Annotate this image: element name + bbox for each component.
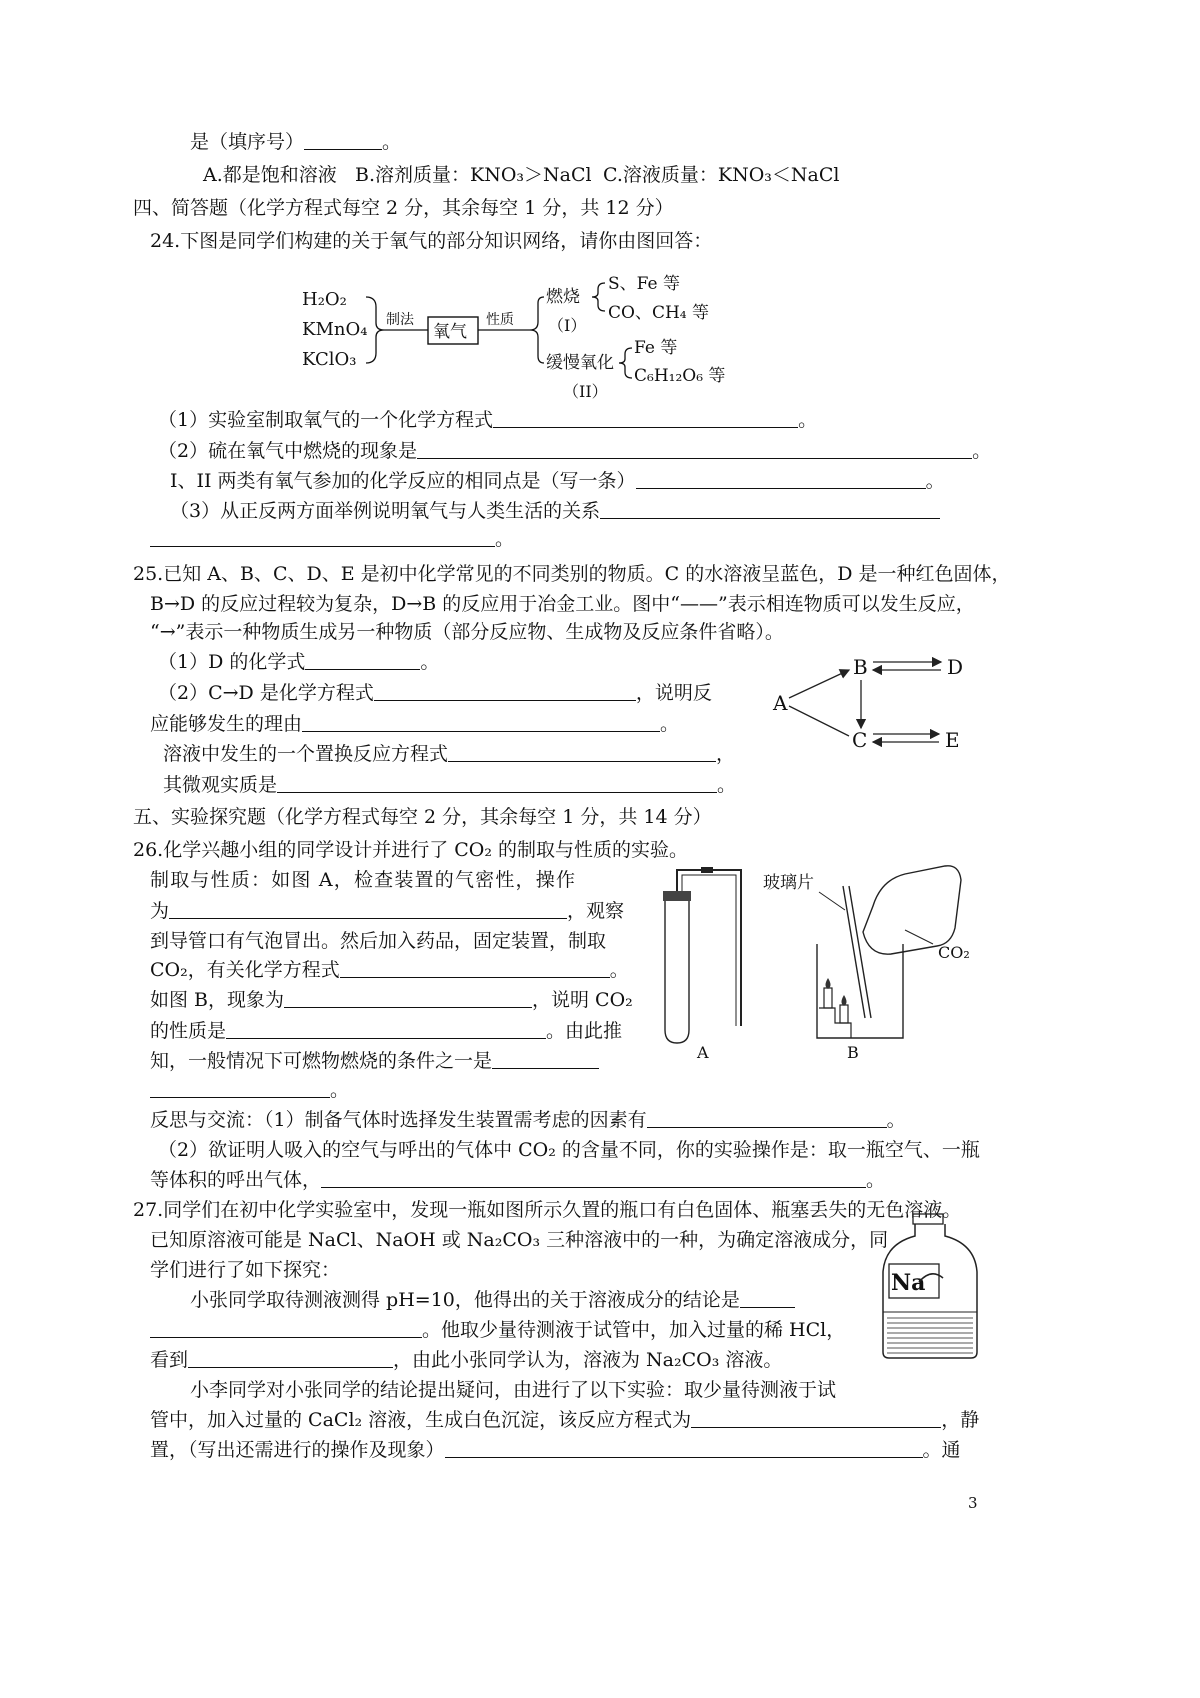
section-4-title: 四、简答题（化学方程式每空 2 分，其余每空 1 分，共 12 分） bbox=[133, 197, 674, 219]
answer-blank[interactable] bbox=[445, 1439, 923, 1458]
bottle-label-text: Na bbox=[891, 1270, 926, 1296]
q26-line-2: 为 ，观察 bbox=[150, 900, 625, 922]
q24-part-2: （2）硫在氧气中燃烧的现象是 。 bbox=[158, 440, 992, 462]
diagram-burn-label: 燃烧 bbox=[546, 287, 580, 307]
q25-stem-3: “→”表示一种物质生成另一种物质（部分反应物、生成物及反应条件省略）。 bbox=[150, 621, 784, 643]
node-e: E bbox=[945, 728, 960, 752]
diagram-burn-example-2: CO、CH₄ 等 bbox=[608, 303, 709, 323]
q24-part-2b: I、II 两类有氧气参加的化学反应的相同点是（写一条） 。 bbox=[170, 470, 945, 492]
q25-part-3: 溶液中发生的一个置换反应方程式 ， bbox=[163, 743, 736, 765]
diagram-slow-ii: （II） bbox=[563, 382, 608, 401]
page-number: 3 bbox=[968, 1494, 978, 1512]
diagram-slow-example-2: C₆H₁₂O₆ 等 bbox=[634, 366, 726, 386]
q23-option-b: B.溶剂质量：KNO₃＞NaCl bbox=[355, 164, 592, 186]
q26-line-3: 到导管口有气泡冒出。然后加入药品，固定装置，制取 bbox=[150, 930, 607, 952]
answer-blank[interactable] bbox=[188, 1349, 393, 1368]
answer-blank[interactable] bbox=[647, 1109, 887, 1128]
diagram-left-h2o2: H₂O₂ bbox=[302, 289, 347, 310]
q26-reflect-3: 等体积的呼出气体， 。 bbox=[150, 1169, 886, 1191]
figure-b-label: B bbox=[847, 1043, 859, 1062]
diagram-burn-example-1: S、Fe 等 bbox=[608, 274, 680, 294]
bottle-liquid-hatching bbox=[887, 1318, 973, 1353]
substance-relation-diagram bbox=[765, 648, 985, 766]
q27-line-7: 管中，加入过量的 CaCl₂ 溶液，生成白色沉淀，该反应方程式为 ，静 bbox=[150, 1409, 980, 1431]
q24-part-3-cont: 。 bbox=[150, 527, 514, 551]
answer-blank[interactable] bbox=[600, 500, 940, 519]
q25-part-2b: 应能够发生的理由 。 bbox=[150, 713, 680, 735]
q26-line-7: 知，一般情况下可燃物燃烧的条件之一是 bbox=[150, 1049, 599, 1073]
diagram-slow-example-1: Fe 等 bbox=[634, 338, 678, 358]
q25-part-1: （1）D 的化学式 。 bbox=[158, 651, 440, 673]
q26-line-5: 如图 B，现象为 ，说明 CO₂ bbox=[150, 989, 633, 1011]
q26-line-1: 制取与性质：如图 A，检查装置的气密性，操作 bbox=[150, 869, 577, 891]
node-c: C bbox=[852, 728, 868, 752]
q27-stem: 27.同学们在初中化学实验室中，发现一瓶如图所示久置的瓶口有白色固体、瓶塞丢失的无色溶液。 bbox=[133, 1199, 962, 1221]
answer-blank[interactable] bbox=[150, 1079, 330, 1098]
q26-reflect-2: （2）欲证明人吸入的空气与呼出的气体中 CO₂ 的含量不同，你的实验操作是：取一瓶空气、一瓶 bbox=[158, 1139, 980, 1161]
q25-part-2: （2）C→D 是化学方程式 ，说明反 bbox=[158, 682, 712, 704]
answer-blank[interactable] bbox=[305, 651, 420, 670]
q25-part-4: 其微观实质是 。 bbox=[163, 774, 737, 796]
answer-blank[interactable] bbox=[284, 989, 532, 1008]
answer-blank[interactable] bbox=[448, 743, 716, 762]
answer-blank[interactable] bbox=[740, 1289, 795, 1308]
node-b: B bbox=[853, 655, 868, 679]
diagram-slow-oxidation-label: 缓慢氧化 bbox=[546, 353, 614, 373]
diagram-left-kmno4: KMnO₄ bbox=[302, 319, 368, 340]
q27-line-2: 学们进行了如下探究： bbox=[150, 1259, 341, 1281]
q26-line-4: CO₂，有关化学方程式 。 bbox=[150, 959, 629, 981]
q25-stem-1: 25.已知 A、B、C、D、E 是初中化学常见的不同类别的物质。C 的水溶液呈蓝色，D 是一种红色固体， bbox=[133, 563, 1011, 585]
q23-answer-line: 是（填序号） 。 bbox=[190, 131, 402, 153]
q24-stem: 24.下图是同学们构建的关于氧气的部分知识网络，请你由图回答： bbox=[150, 230, 713, 252]
answer-blank[interactable] bbox=[169, 900, 567, 919]
reagent-bottle-figure bbox=[875, 1212, 995, 1362]
q26-stem: 26.化学兴趣小组的同学设计并进行了 CO₂ 的制取与性质的实验。 bbox=[133, 839, 689, 861]
q23-option-c: C.溶液质量：KNO₃＜NaCl bbox=[603, 164, 840, 186]
node-d: D bbox=[947, 655, 964, 679]
section-5-title: 五、实验探究题（化学方程式每空 2 分，其余每空 1 分，共 14 分） bbox=[133, 806, 712, 828]
answer-blank[interactable] bbox=[492, 1050, 599, 1069]
q27-line-3: 小张同学取待测液测得 pH=10，他得出的关于溶液成分的结论是 bbox=[190, 1288, 795, 1312]
q27-line-4: 。他取少量待测液于试管中，加入过量的稀 HCl， bbox=[150, 1318, 845, 1342]
answer-blank[interactable] bbox=[417, 440, 972, 459]
figure-a-test-tube bbox=[663, 867, 741, 1043]
q27-line-8: 置，（写出还需进行的操作及现象） 。通 bbox=[150, 1439, 961, 1461]
answer-blank[interactable] bbox=[493, 409, 798, 428]
answer-blank[interactable] bbox=[150, 528, 495, 547]
q26-line-8: 。 bbox=[150, 1078, 349, 1102]
answer-blank[interactable] bbox=[340, 959, 610, 978]
diagram-left-kclo3: KClO₃ bbox=[302, 349, 357, 370]
diagram-oxygen-label: 氧气 bbox=[433, 322, 467, 342]
diagram-burn-i: （I） bbox=[548, 316, 587, 335]
co2-label: CO₂ bbox=[938, 943, 970, 962]
oxygen-knowledge-network bbox=[290, 263, 770, 408]
q27-line-5: 看到 ，由此小张同学认为，溶液为 Na₂CO₃ 溶液。 bbox=[150, 1349, 783, 1371]
q26-line-6: 的性质是 。由此推 bbox=[150, 1020, 623, 1042]
node-a: A bbox=[773, 691, 788, 715]
q24-part-1: （1）实验室制取氧气的一个化学方程式 。 bbox=[158, 409, 818, 431]
answer-blank[interactable] bbox=[691, 1409, 941, 1428]
q25-stem-2: B→D 的反应过程较为复杂，D→B 的反应用于冶金工业。图中“——”表示相连物质可以发生反应， bbox=[150, 593, 975, 615]
diagram-property-label: 性质 bbox=[486, 312, 514, 328]
q23-option-a: A.都是饱和溶液 bbox=[203, 164, 337, 186]
diagram-method-label: 制法 bbox=[386, 312, 414, 328]
answer-blank[interactable] bbox=[304, 131, 382, 150]
answer-blank[interactable] bbox=[277, 774, 717, 793]
glass-plate-label: 玻璃片 bbox=[763, 873, 814, 893]
co2-apparatus-figure bbox=[655, 858, 985, 1068]
q24-part-3: （3）从正反两方面举例说明氧气与人类生活的关系 bbox=[170, 499, 940, 523]
answer-blank[interactable] bbox=[374, 682, 636, 701]
q26-reflect-1: 反思与交流：（1）制备气体时选择发生装置需考虑的因素有 。 bbox=[150, 1109, 906, 1131]
answer-blank[interactable] bbox=[226, 1020, 546, 1039]
answer-blank[interactable] bbox=[150, 1319, 422, 1338]
q27-line-1: 已知原溶液可能是 NaCl、NaOH 或 Na₂CO₃ 三种溶液中的一种，为确定溶液成分，同 bbox=[150, 1229, 889, 1251]
figure-a-label: A bbox=[697, 1043, 709, 1062]
answer-blank[interactable] bbox=[636, 470, 926, 489]
q27-line-6: 小李同学对小张同学的结论提出疑问，由进行了以下实验：取少量待测液于试 bbox=[190, 1379, 837, 1401]
answer-blank[interactable] bbox=[302, 713, 660, 732]
answer-blank[interactable] bbox=[321, 1169, 866, 1188]
